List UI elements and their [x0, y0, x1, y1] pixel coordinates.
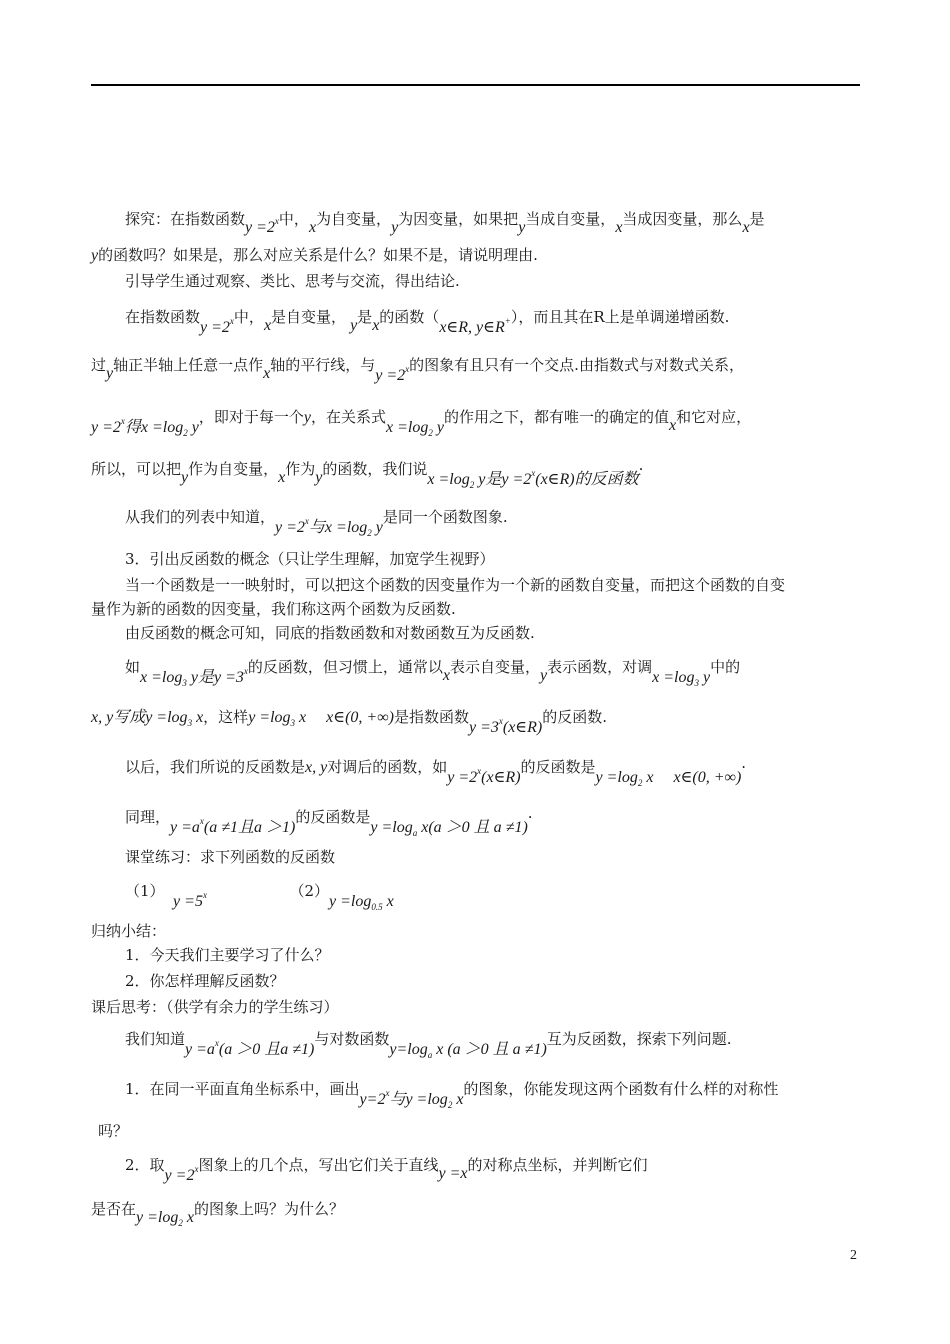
text-run: 对调后的函数，如	[327, 758, 448, 776]
math-expression: $y =2^x$	[375, 364, 410, 384]
text-run: 的反函数.	[542, 708, 608, 726]
text-run: 的作用之下，都有唯一的确定的值	[443, 408, 669, 426]
text-run: 是同一个函数图象.	[382, 508, 508, 526]
text-run: 作为	[285, 460, 316, 478]
math-expression: x	[615, 219, 623, 236]
math-expression: y	[540, 667, 548, 684]
math-expression: $y =2^x$	[200, 316, 234, 336]
text-run: 表示函数，对调	[547, 658, 653, 676]
text-run: 与对数函数	[314, 1030, 390, 1048]
math-expression: x	[442, 667, 450, 684]
text-line	[91, 400, 752, 438]
text-line	[125, 500, 508, 538]
text-run: 的反函数是	[295, 808, 371, 826]
text-run: 中，	[278, 210, 309, 228]
text-run: 的函数（	[379, 308, 440, 326]
text-run: 探究：在指数函数	[125, 210, 246, 228]
text-run: 当一个函数是一一映射时，可以把这个函数的因变量作为一个新的函数自变量，而把这个函数的自变	[125, 576, 786, 594]
text-run: 为自变量，	[316, 210, 392, 228]
text-line	[125, 750, 747, 788]
text-run: 同理，	[125, 808, 171, 826]
math-expression: x, y写成$y =\log_3$ x	[91, 709, 204, 728]
text-run: 中，	[233, 308, 264, 326]
math-expression: x	[742, 219, 750, 236]
text-run: 量作为新的函数的因变量，我们称这两个函数为反函数.	[91, 600, 456, 618]
text-line	[125, 846, 335, 868]
text-run: 所以，可以把	[91, 460, 182, 478]
text-line	[91, 920, 166, 942]
math-expression: y	[303, 409, 311, 426]
text-line	[91, 452, 644, 490]
math-expression: $y =3^x(x\in R)$	[468, 716, 543, 736]
math-expression: $x =\log_2$ y是$y =2^x(x\in R)$的反函数	[427, 468, 639, 490]
text-run: 由反函数的概念可知，同底的指数函数和对数函数互为反函数.	[125, 624, 535, 642]
math-expression: y	[346, 317, 358, 334]
text-run: 1．在同一平面直角坐标系中，画出	[125, 1080, 360, 1098]
math-expression: $y =\log_{0.5}$ x	[329, 893, 394, 912]
math-expression: $x =\log_2$ y	[386, 419, 444, 438]
text-run: 是指数函数	[393, 708, 469, 726]
text-run: 的函数吗？如果是，那么对应关系是什么？如果不是，请说明理由.	[98, 246, 538, 264]
text-run: 我们知道	[125, 1030, 186, 1048]
text-run: ，即对于每一个	[198, 408, 304, 426]
text-run: 是否在	[91, 1200, 137, 1218]
text-run: 是自变量，	[271, 308, 347, 326]
text-run: 当成因变量，那么	[622, 210, 743, 228]
text-line	[98, 1120, 128, 1142]
math-expression: y	[518, 219, 526, 236]
math-expression: y =x	[438, 1165, 468, 1182]
text-run: 如	[125, 658, 141, 676]
text-run: 作为自变量，	[188, 460, 279, 478]
text-run: 互为反函数，探索下列问题.	[546, 1030, 732, 1048]
text-run: ，这样	[203, 708, 249, 726]
text-line	[91, 700, 607, 734]
text-run: 2．取	[125, 1156, 165, 1174]
text-run: 2．你怎样理解反函数？	[125, 972, 285, 990]
text-run: 课后思考：（供学有余力的学生练习）	[91, 998, 339, 1016]
text-line	[125, 270, 460, 292]
text-run: ·	[741, 758, 747, 776]
text-run: 中的	[710, 658, 741, 676]
math-expression: $y =2^x$得$x =\log_2$ y	[91, 416, 199, 438]
math-expression: x	[278, 469, 286, 486]
math-expression: y	[181, 469, 189, 486]
text-line	[125, 970, 285, 992]
text-line	[125, 1148, 648, 1184]
text-run: ·	[638, 460, 644, 478]
text-run: （1）	[125, 882, 158, 900]
math-expression: x	[263, 365, 271, 382]
text-run: 的图象有且只有一个交点.由指数式与对数式关系，	[409, 356, 744, 374]
math-expression: $y =2^x$	[245, 216, 279, 236]
math-expression: $y =5^x$	[157, 890, 207, 910]
text-run: 轴的平行线，与	[270, 356, 376, 374]
text-run: 引导学生通过观察、类比、思考与交流，得出结论.	[125, 272, 460, 290]
text-run: 的函数，我们说	[322, 460, 428, 478]
text-run: 为因变量，如果把	[398, 210, 519, 228]
text-line	[91, 244, 538, 267]
text-run: ·	[527, 808, 533, 826]
text-run: 的图象上吗？为什么？	[193, 1200, 344, 1218]
math-expression: $y =a^x(a >0$ 且a ≠1)	[185, 1038, 315, 1058]
math-expression: x, y	[305, 759, 328, 776]
text-run: 表示自变量，	[450, 658, 541, 676]
math-expression: $y =2^x$与$x =\log_2$ y	[275, 516, 383, 538]
text-run: 的对称点坐标，并判断它们	[467, 1156, 648, 1174]
math-expression: $y =2^x(x\in R)$	[447, 766, 521, 786]
text-run: 过	[91, 356, 107, 374]
text-line	[91, 1198, 344, 1226]
text-run: 在指数函数	[125, 308, 201, 326]
math-expression: x	[308, 219, 317, 236]
math-expression: y	[315, 469, 323, 486]
text-run: 的反函数，但习惯上，通常以	[247, 658, 443, 676]
text-line	[91, 598, 456, 620]
text-line	[125, 1022, 732, 1060]
math-expression: $y =\log_2$ x x∈(0, +∞)	[595, 769, 742, 788]
math-expression: x	[668, 417, 677, 434]
text-run: 课堂练习：求下列函数的反函数	[125, 848, 336, 866]
text-line	[125, 548, 495, 570]
math-expression: $y =\log_2$ x	[136, 1209, 194, 1228]
text-line	[125, 622, 535, 644]
text-run: 当成自变量，	[525, 210, 616, 228]
text-run: 和它对应，	[676, 408, 752, 426]
text-run: 是	[749, 210, 765, 228]
math-expression: y	[391, 219, 399, 236]
text-run: 的反函数是	[520, 758, 596, 776]
math-expression: $y =\log_3$ x x∈(0, +∞)	[248, 709, 394, 728]
math-expression: $y =\log_a$ x(a ＞0 且 a ≠1)	[370, 819, 528, 838]
text-line	[91, 348, 744, 384]
text-line	[125, 800, 533, 838]
math-expression: $x =\log_3$ y是$y =3^x$	[140, 666, 248, 688]
text-run: 归纳小结：	[91, 922, 167, 940]
math-expression: $y =a^x(a \ne 1$且a ＞1)	[170, 816, 296, 836]
text-run: 轴正半轴上任意一点作	[113, 356, 264, 374]
math-expression: y	[106, 365, 114, 382]
math-expression: $x =\log_3$ y	[652, 669, 711, 688]
page-number: 2	[850, 1248, 857, 1263]
text-line	[125, 300, 730, 336]
text-run: 以后，我们所说的反函数是	[125, 758, 306, 776]
text-line	[125, 574, 785, 596]
text-run: 图象上的几个点，写出它们关于直线	[198, 1156, 439, 1174]
header-rule	[91, 84, 860, 86]
text-line	[125, 944, 330, 966]
math-expression: x	[263, 317, 272, 334]
text-run: 1．今天我们主要学习了什么？	[125, 946, 330, 964]
text-run: ），而且其在R上是单调递增函数.	[510, 308, 730, 326]
text-run: ，在关系式	[311, 408, 387, 426]
text-line	[125, 1072, 779, 1110]
math-expression: x∈R, y∈R+	[439, 316, 511, 336]
text-run: 吗？	[98, 1122, 129, 1140]
text-line	[91, 996, 339, 1018]
math-expression: $y =2^x$	[164, 1164, 199, 1184]
text-line	[125, 874, 394, 912]
text-run: 3．引出反函数的概念（只让学生理解，加宽学生视野）	[125, 550, 495, 568]
text-run: （2）	[206, 882, 329, 900]
math-expression: x	[372, 317, 380, 334]
math-expression: $y=\log_a$ x (a ＞0 且 a ≠1)	[389, 1041, 547, 1060]
math-expression: $y=2^x$与$y =\log_2$ x	[359, 1088, 464, 1110]
text-run: 是	[357, 308, 373, 326]
math-expression: y	[91, 247, 99, 264]
text-line	[125, 650, 741, 688]
text-line	[125, 202, 765, 236]
text-run: 从我们的列表中知道，	[125, 508, 276, 526]
text-run: 的图象，你能发现这两个函数有什么样的对称性	[463, 1080, 779, 1098]
